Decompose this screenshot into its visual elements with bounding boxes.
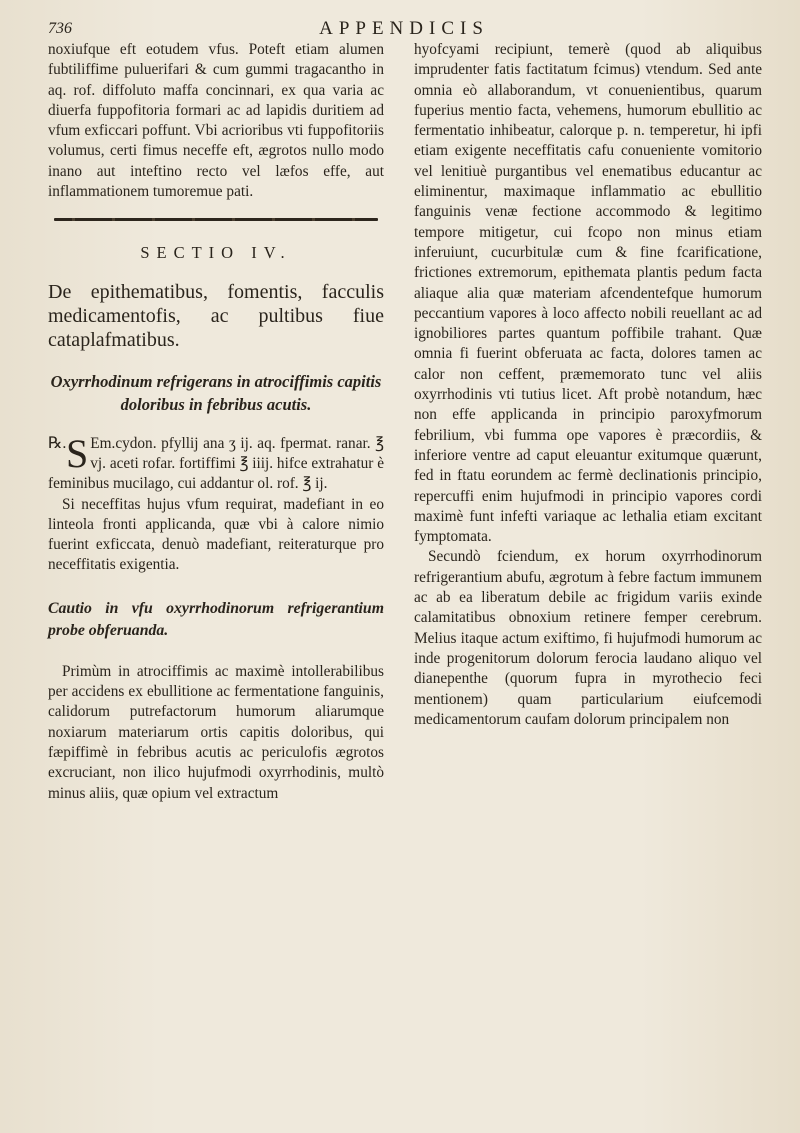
left-paragraph-1: noxiufque eft eotudem vfus. Poteft etiam alumen fubtiliffime puluerifari & cum gummi tragacantho in aq. rof. diffoluto maffa concinnari, ex qua varia ac diuerfa fuppofitoria formari ac ad lapidis duritiem ad vfum exficcari poffunt. Vbi acrioribus vti fuppofitoriis volumus, certi fimus neceffe eft, ægrotos nullo modo inano aut inteftino recto vel læfos effe, aut inflammationem tumoremue pati.: [48, 41, 384, 201]
right-paragraph-1: hyofcyami recipiunt, temerè (quod ab aliquibus imprudenter fatis factitatum fcimus) vtendum. Sed ante omnia eò allaborandum, vt conuenientibus, quarum fuperius mentio facta, vehemens, humorum ebullitio ac fermentatio inhibeatur, calorque p. n. temperetur, hi ipfi etiam exigente neceffitatis cafu conueniente vomitorio vel lenitiuè purgantibus vel enematibus educantur ac eliminentur, maximaque inflammatio ac ebullitio fanguinis venæ fectione accommodo & legitimo tempore mitigetur, cui fcopo non minus etiam inferuiunt, cucurbitulæ cum & fine fcarificatione, frictiones extremorum, epithemata plantis pedum facta aliaque alia quæ materiam afcendentefque humorum peccantium vapores à loco affecto nobili reuellant ac ad ignobiliores partes quantum poffibile trahant. Quæ omnia fi fuerint obferuata ac facta, dolores tamen ac calor non ceffent, præmemorato tunc vel aliis oxyrrhodinis vti tutius licet. Aft probè notandum, hæc non effe applicanda in principio paroxyfmorum febrilium, vbi fumma ope vapores è præcordiis, & inferiore ventre ad caput eleuantur exitumque quærunt, fed in ftatu eorundem ac fermè declinationis principio, repercuffi enim hujufmodi in principio vapores cordi maximè funt infefti variaque ac lethalia etiam excitant fymptomata.: [414, 41, 762, 546]
section-title: De epithematibus, fomentis, facculis medicamentofis, ac pultibus fiue cataplafmatibus.: [48, 280, 384, 351]
drop-cap: S: [66, 430, 89, 476]
left-paragraph-2: Si neceffitas hujus vfum requirat, madefiant in eo linteola fronti applicanda, quæ vbi à calore nimio fuerint exficcata, denuò madefiant, reiteraturque pro neceffitatis exigentia.: [48, 495, 384, 574]
recipe-text: Em.cydon. pfyllij ana ʒ ij. aq. fpermat. ranar. ℥ vj. aceti rofar. fortiffimi ℥ iiij. hifce extrahatur è feminibus mucilago, cui addantur ol. rof. ℥ ij.: [48, 434, 384, 493]
left-column: [48, 40, 384, 804]
page-header: [48, 18, 760, 42]
ornamental-rule: [54, 218, 378, 221]
left-paragraph-3: Primùm in atrociffimis ac maximè intollerabilibus per accidens ex ebullitione ac fermentatione fanguinis, calidorum putrefactorum humorum aliarumque noxiarum materiarum ortis capitis doloribus, qui fæpiffimè in febribus acutis ac periculofis ægrotos excruciant, non ilico hujufmodi oxyrrhodinis, multò minus aliis, quæ opium vel extractum: [48, 662, 384, 802]
recipe-title: Oxyrrhodinum refrigerans in atrociffimis capitis doloribus in febribus acutis.: [50, 371, 382, 414]
page-number: 736: [48, 20, 72, 37]
section-heading: SECTIO IV.: [140, 243, 292, 263]
recipe-block: [48, 430, 384, 495]
recipe-symbol: ℞.: [48, 434, 67, 452]
right-paragraph-2: Secundò fciendum, ex horum oxyrrhodinorum refrigerantium abufu, ægrotum à febre factum immunem ac ab ea liberatum debile ac frigidum variis exinde calamitatibus obnoxium retinere femper cerebrum. Melius itaque actum exiftimo, fi hujufmodi humorum ac inde progenitorum dolorum ferocia laudano aliquo vel dianepenthe (quorum fupra in myrothecio feci mentionem) quam particularium eiufcemodi medicamentorum caufam dolorum principalem non: [414, 548, 762, 728]
running-title: APPENDICIS: [319, 18, 489, 39]
caution-heading: Cautio in vfu oxyrrhodinorum refrigerantium probe obferuanda.: [48, 599, 384, 639]
right-column: [414, 40, 762, 730]
